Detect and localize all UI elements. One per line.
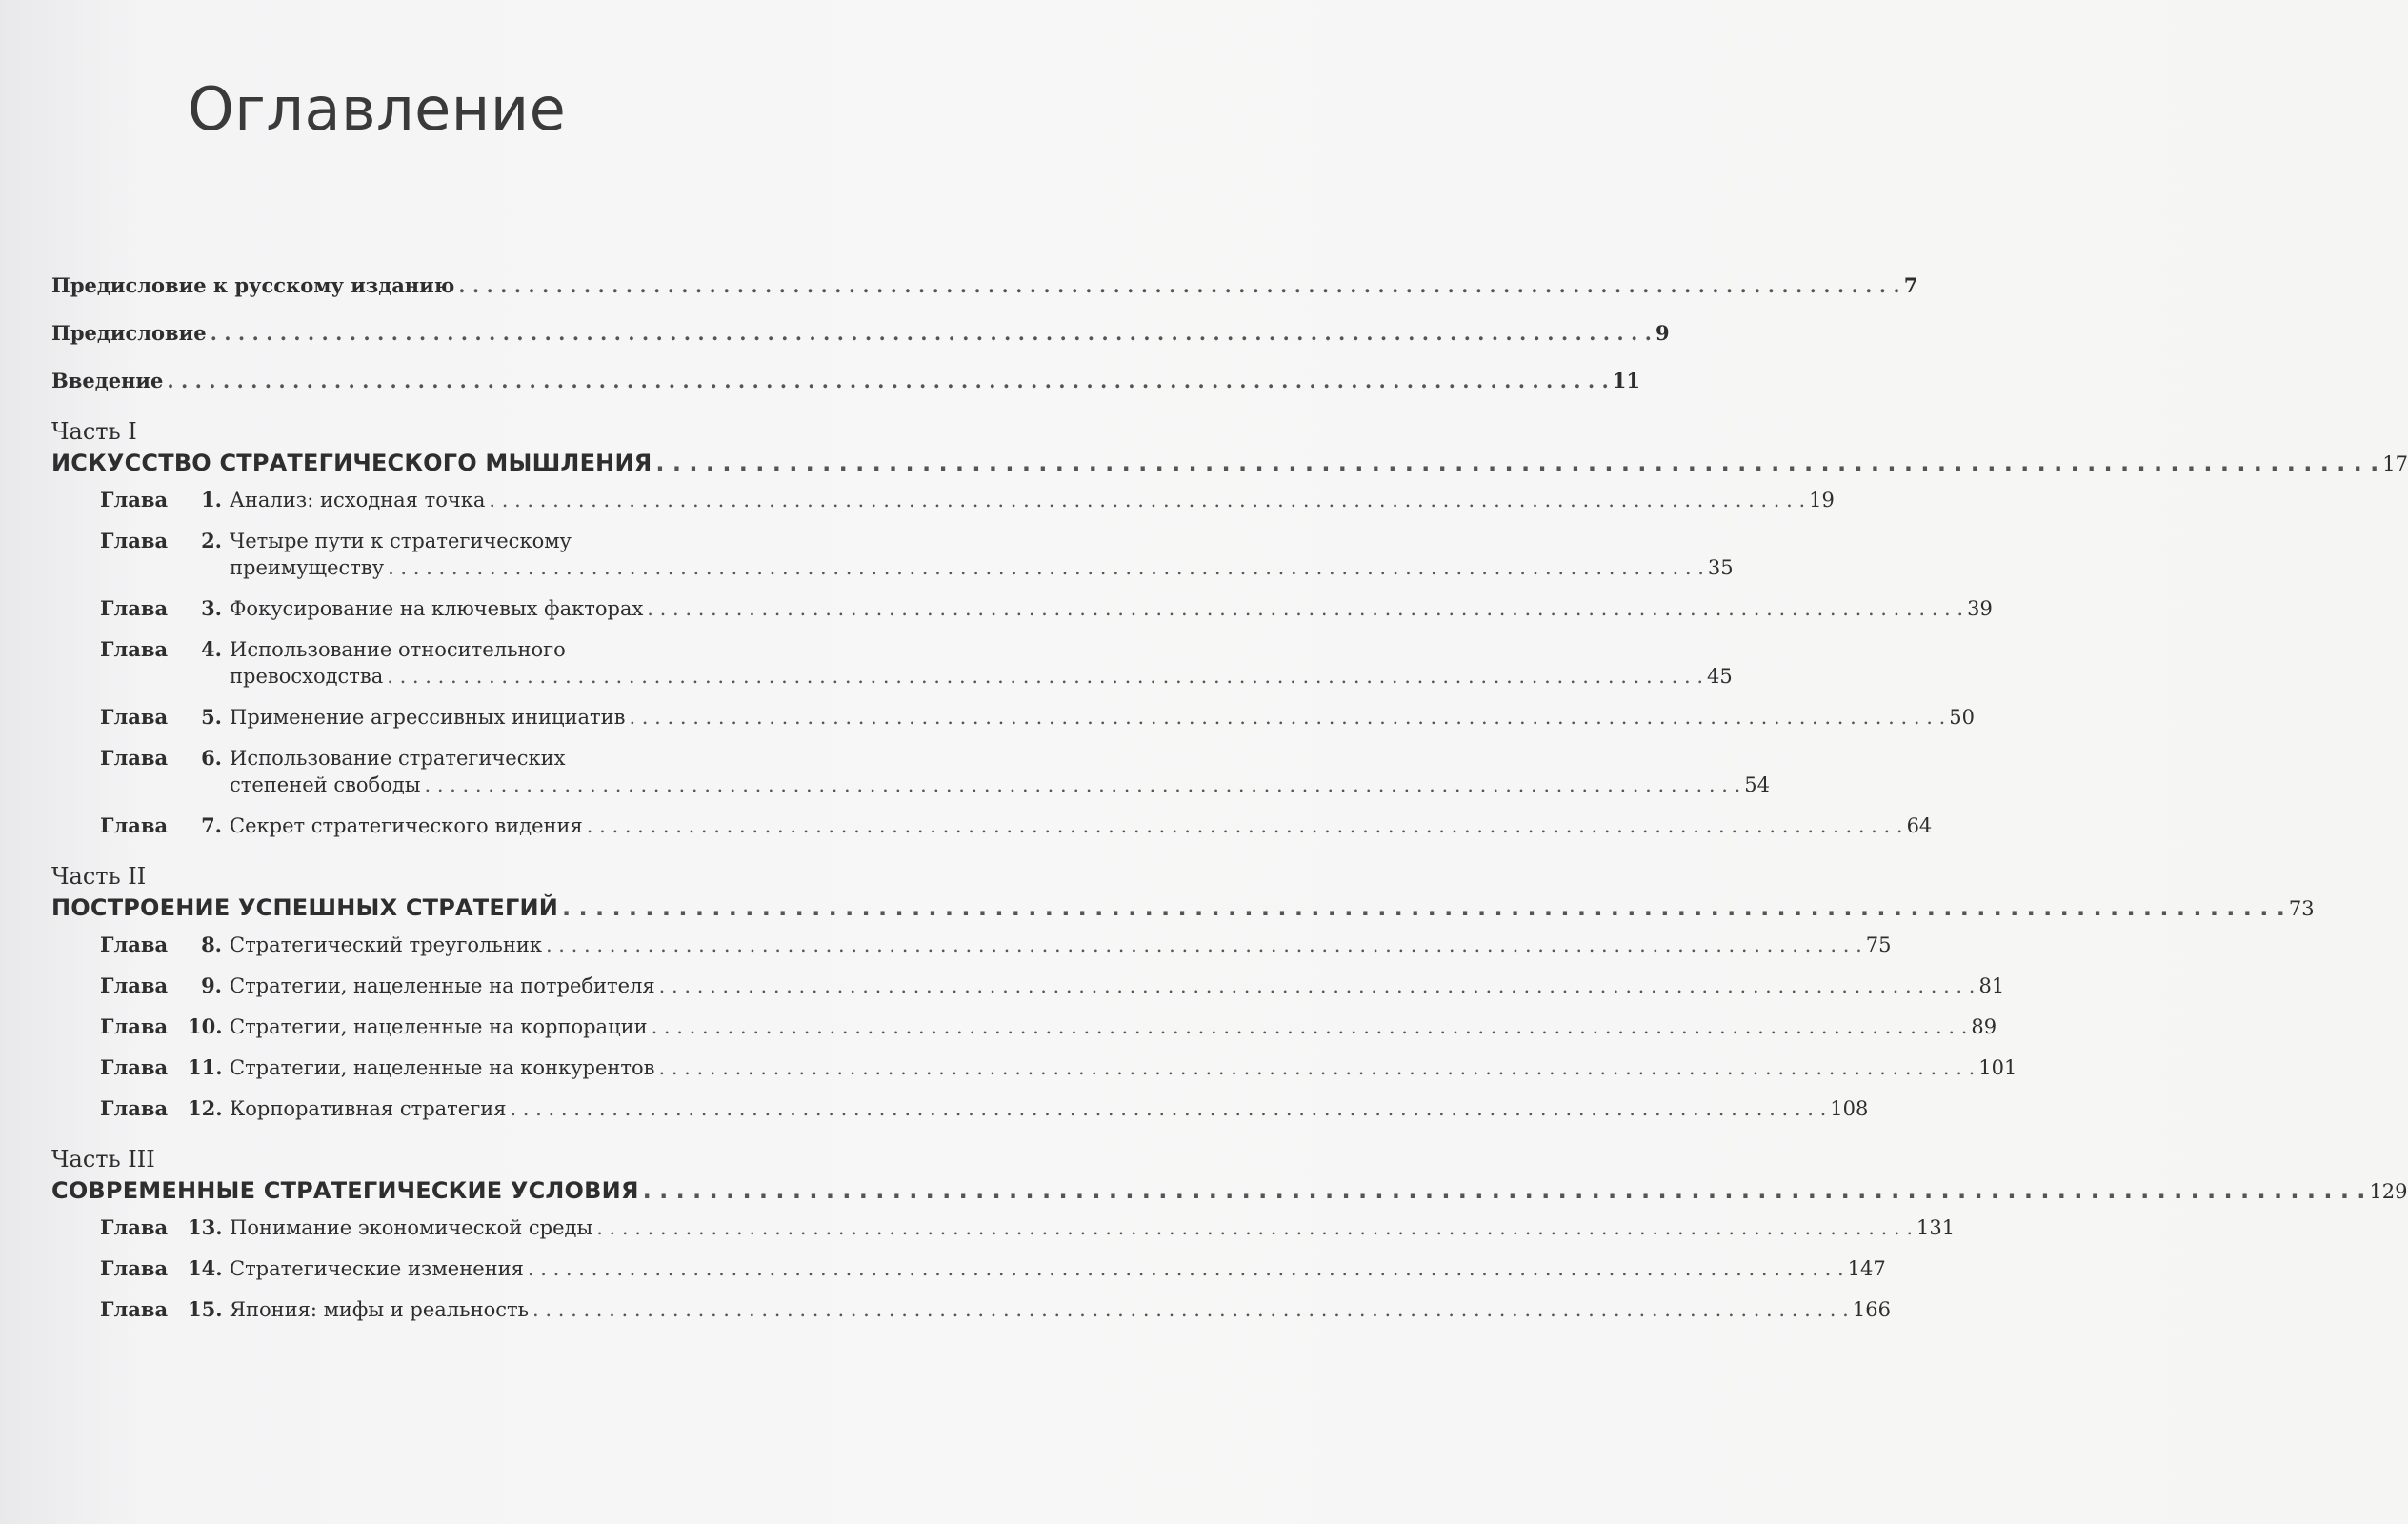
chapter-prefix: Глава [100,813,169,837]
chapter-prefix: Глава [100,1055,169,1079]
chapter-number: 14. [188,1256,223,1280]
chapter-prefix: Глава [100,1215,169,1239]
chapter-number: 10. [188,1014,223,1038]
dot-leader [652,1013,1968,1040]
chapter-title: Стратегический треугольник [230,933,542,956]
chapter-page: 131 [1916,1216,1956,1239]
chapter-entry[interactable] [51,636,1733,690]
chapter-number: 2. [201,529,222,552]
chapter-page: 19 [1809,489,1835,511]
page-title: Оглавление [188,74,567,144]
chapter-prefix: Глава [100,746,169,770]
dot-leader [388,554,1704,581]
front-matter [51,272,1918,394]
chapter-number: 6. [201,746,222,770]
chapter-entry[interactable] [51,487,1835,513]
chapter-title-line: преимуществу [230,556,385,579]
part-title-entry[interactable] [51,1173,2408,1209]
dot-leader [387,663,1703,690]
chapter-title: Стратегические изменения [230,1257,524,1280]
table-of-contents [51,272,2408,1337]
chapter-title: Корпоративная стратегия [230,1097,507,1120]
chapter-number: 8. [201,932,222,956]
dot-leader [658,1054,1975,1081]
chapter-entry[interactable] [51,1255,1886,1282]
chapter-page: 81 [1978,974,2005,997]
chapter-prefix: Глава [100,637,169,661]
chapter-title: Стратегии, нацеленные на потребителя [230,974,655,997]
chapter-entry[interactable] [51,973,2005,999]
dot-leader [528,1255,1844,1282]
chapter-page: 166 [1852,1298,1891,1321]
chapter-title: Стратегии, нацеленные на конкурентов [230,1056,655,1079]
dot-leader [167,368,1608,394]
chapter-prefix: Глава [100,705,169,729]
part-title: ПОСТРОЕНИЕ УСПЕШНЫХ СТРАТЕГИЙ [51,894,559,921]
chapter-number: 12. [188,1096,223,1120]
chapter-prefix: Глава [100,529,169,552]
toc-entry[interactable] [51,368,1640,394]
part-section [51,417,2408,839]
toc-entry-label: Предисловие [51,321,207,345]
toc-entry-page: 11 [1612,369,1640,392]
part-title-entry[interactable] [51,891,2315,926]
chapter-entry[interactable] [51,595,1993,622]
chapter-entry[interactable] [51,745,1771,798]
part-label: Часть I [51,418,137,445]
part-label: Часть II [51,863,147,890]
part-section [51,1145,2408,1323]
chapter-title: Япония: мифы и реальность [230,1298,530,1321]
chapter-title: Применение агрессивных инициатив [230,706,626,729]
dot-leader [643,1173,2366,1208]
chapter-title-line: степеней свободы [230,773,421,796]
toc-entry-label: Предисловие к русскому изданию [51,273,455,297]
part-label: Часть III [51,1146,155,1173]
chapter-prefix: Глава [100,932,169,956]
chapter-number: 11. [188,1055,223,1079]
dot-leader [659,973,1976,999]
chapter-entry[interactable] [51,1214,1956,1241]
chapter-entry[interactable] [51,704,1975,731]
chapter-prefix: Глава [100,1014,169,1038]
dot-leader [211,320,1652,347]
chapter-prefix: Глава [100,1256,169,1280]
chapter-title: Стратегии, нацеленные на корпорации [230,1015,648,1038]
chapter-page: 54 [1744,773,1771,796]
chapter-page: 39 [1967,597,1993,620]
chapter-entry[interactable] [51,1296,1891,1323]
chapter-entry[interactable] [51,1013,1997,1040]
dot-leader [532,1296,1849,1323]
chapter-title: Анализ: исходная точка [230,489,486,511]
dot-leader [647,595,1963,622]
part-page: 73 [2288,897,2315,920]
chapter-number: 15. [188,1297,223,1321]
chapter-page: 108 [1830,1097,1869,1120]
chapter-prefix: Глава [100,596,169,620]
dot-leader [546,932,1862,958]
chapter-prefix: Глава [100,488,169,511]
chapter-number: 9. [201,973,222,997]
chapter-page: 50 [1949,706,1975,729]
chapter-entry[interactable] [51,528,1734,581]
chapter-prefix: Глава [100,1297,169,1321]
chapter-number: 7. [201,813,222,837]
chapter-page: 101 [1978,1056,2017,1079]
chapter-page: 75 [1865,933,1892,956]
dot-leader [458,272,1899,299]
toc-entry[interactable] [51,320,1670,347]
chapter-number: 3. [201,596,222,620]
chapter-page: 64 [1906,814,1933,837]
part-page: 129 [2369,1180,2408,1203]
chapter-title-line: Использование стратегических [230,747,566,770]
dot-leader [489,487,1805,513]
part-title: СОВРЕМЕННЫЕ СТРАТЕГИЧЕСКИЕ УСЛОВИЯ [51,1177,639,1204]
chapter-number: 13. [188,1215,223,1239]
dot-leader [629,704,1945,731]
chapter-title: Фокусирование на ключевых факторах [230,597,644,620]
chapter-number: 4. [201,637,222,661]
part-page: 17 [2382,452,2408,475]
chapter-entry[interactable] [51,1054,2017,1081]
dot-leader [424,772,1740,798]
dot-leader [562,891,2285,925]
chapter-number: 5. [201,705,222,729]
chapter-page: 35 [1707,556,1734,579]
toc-entry-page: 9 [1655,321,1670,345]
dot-leader [510,1095,1826,1122]
chapter-prefix: Глава [100,1096,169,1120]
toc-entry[interactable] [51,272,1918,299]
chapter-entry[interactable] [51,1095,1869,1122]
dot-leader [587,812,1903,839]
toc-entry-page: 7 [1903,273,1918,297]
chapter-title-line: Использование относительного [230,638,566,661]
chapter-page: 45 [1707,665,1733,688]
chapter-page: 147 [1847,1257,1886,1280]
part-title-entry[interactable] [51,446,2408,481]
chapter-entry[interactable] [51,812,1933,839]
toc-entry-label: Введение [51,369,164,392]
chapter-prefix: Глава [100,973,169,997]
chapter-title: Понимание экономической среды [230,1216,593,1239]
dot-leader [655,446,2378,480]
part-section [51,862,2315,1122]
chapter-title-line: превосходства [230,665,384,688]
dot-leader [596,1214,1913,1241]
chapter-page: 89 [1971,1015,1997,1038]
chapter-title: Секрет стратегического видения [230,814,583,837]
chapter-title-line: Четыре пути к стратегическому [230,530,572,552]
part-title: ИСКУССТВО СТРАТЕГИЧЕСКОГО МЫШЛЕНИЯ [51,450,652,476]
chapter-number: 1. [201,488,222,511]
chapter-entry[interactable] [51,932,1892,958]
